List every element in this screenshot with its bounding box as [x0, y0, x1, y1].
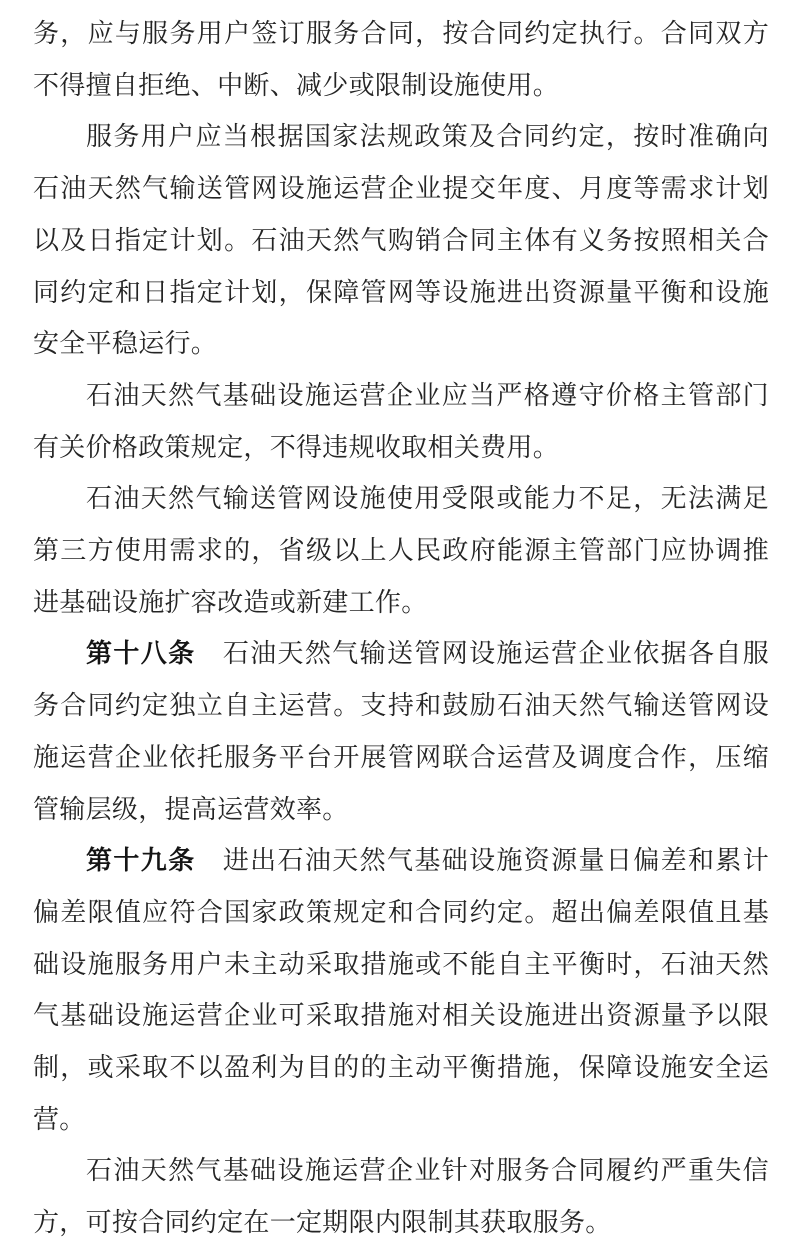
- paragraph-text: 石油天然气基础设施运营企业针对服务合同履约严重失信方，可按合同约定在一定期限内限制其获取服务。: [33, 1156, 769, 1238]
- paragraph-text: 进出石油天然气基础设施资源量日偏差和累计偏差限值应符合国家政策规定和合同约定。超出偏差限值且基础设施服务用户未主动采取措施或不能自主平衡时，石油天然气基础设施运营企业可采取措施对相关设施进出资源量予以限制，或采取不以盈利为目的的主动平衡措施，保障设施安全运营。: [33, 846, 769, 1134]
- paragraph: [33, 370, 769, 473]
- paragraph: [33, 473, 769, 628]
- paragraph-text: 石油天然气基础设施运营企业应当严格遵守价格主管部门有关价格政策规定，不得违规收取相关费用。: [33, 380, 769, 462]
- paragraph: [33, 8, 769, 111]
- paragraph: [33, 628, 769, 835]
- paragraph-text: 务，应与服务用户签订服务合同，按合同约定执行。合同双方不得擅自拒绝、中断、减少或限制设施使用。: [33, 19, 769, 100]
- paragraph: [33, 1145, 769, 1248]
- paragraph-text: 石油天然气输送管网设施运营企业依据各自服务合同约定独立自主运营。支持和鼓励石油天然气输送管网设施运营企业依托服务平台开展管网联合运营及调度合作，压缩管输层级，提高运营效率。: [33, 639, 769, 824]
- paragraph: [33, 111, 769, 370]
- document-body: [33, 8, 769, 1249]
- paragraph-text: 石油天然气输送管网设施使用受限或能力不足，无法满足第三方使用需求的，省级以上人民政府能源主管部门应协调推进基础设施扩容改造或新建工作。: [33, 484, 769, 617]
- article-number: 第十九条: [86, 846, 196, 876]
- paragraph-text: 服务用户应当根据国家法规政策及合同约定，按时准确向石油天然气输送管网设施运营企业提交年度、月度等需求计划以及日指定计划。石油天然气购销合同主体有义务按照相关合同约定和日指定计划，保障管网等设施进出资源量平衡和设施安全平稳运行。: [33, 122, 769, 359]
- paragraph: [33, 835, 769, 1145]
- article-number: 第十八条: [86, 639, 196, 669]
